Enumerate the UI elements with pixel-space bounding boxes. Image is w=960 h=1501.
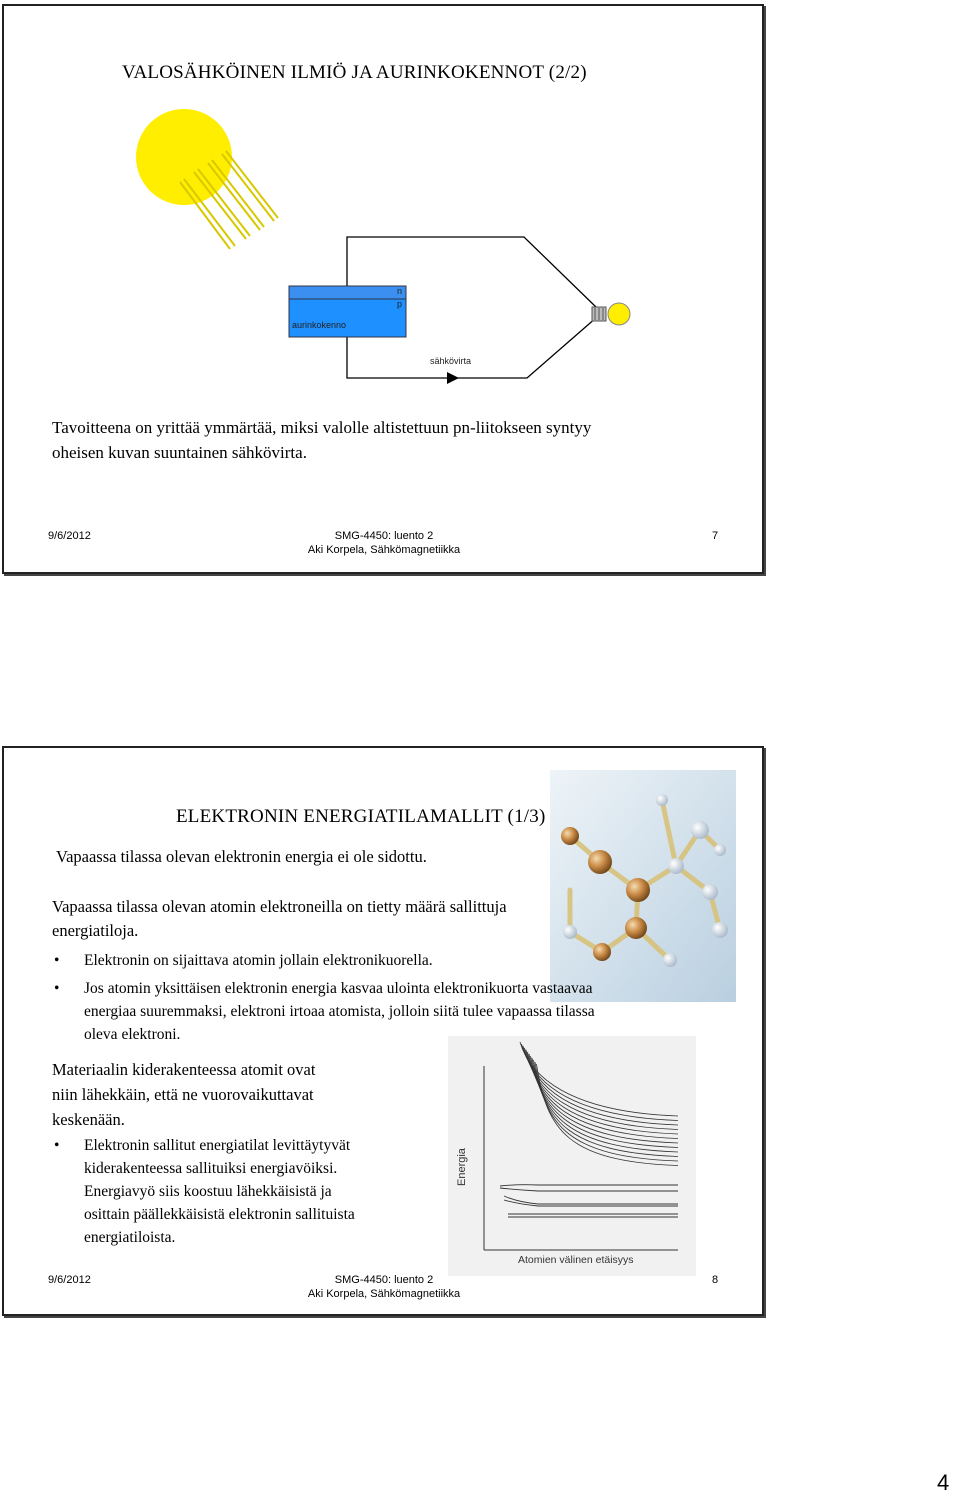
- energy-band-diagram: [448, 1036, 696, 1276]
- footer-slide-number: 8: [712, 1274, 719, 1286]
- crystal-paragraph: Materiaalin kiderakenteessa atomit ovat niin lähekkäin, että ne vuorovaikuttavat keskenään.: [52, 1060, 316, 1129]
- energy-band-figure: [448, 1036, 696, 1276]
- bullet-icon: •: [54, 1137, 60, 1154]
- energy-axis-label: Energia: [456, 1148, 468, 1186]
- body-line-2: oheisen kuvan suuntainen sähkövirta.: [52, 443, 307, 462]
- page-number: 4: [937, 1470, 950, 1495]
- slide-7: [2, 4, 764, 574]
- solar-cell-label: aurinkokenno: [292, 320, 347, 330]
- cell-n-layer: [289, 286, 406, 299]
- molecule-image: [550, 770, 736, 1002]
- cell-p-layer: [289, 299, 406, 337]
- footer-slide-number: 7: [712, 530, 719, 542]
- states-line-1: Vapaassa tilassa olevan atomin elektroneilla on tietty määrä sallittuja: [52, 897, 507, 916]
- current-arrow-icon: [447, 372, 459, 384]
- footer-date: 9/6/2012: [48, 1274, 91, 1286]
- bullet-icon: •: [54, 952, 60, 969]
- footer-date: 9/6/2012: [48, 530, 91, 542]
- slide-title: VALOSÄHKÖINEN ILMIÖ JA AURINKOKENNOT (2/2): [122, 62, 587, 83]
- footer-author: Aki Korpela, Sähkömagnetiikka: [307, 1288, 461, 1300]
- body-line-1: Tavoitteena on yrittää ymmärtää, miksi valolle altistettuun pn-liitokseen syntyy: [52, 418, 592, 437]
- states-line-2: energiatiloja.: [52, 921, 139, 940]
- distance-axis-label: Atomien välinen etäisyys: [518, 1254, 634, 1266]
- p-layer-label: p: [397, 299, 403, 309]
- slide-8: ELEKTRONIN ENERGIATILAMALLIT (1/3) Vapaassa tilassa olevan elektronin energia ei ole sidottu. Vapaassa tilassa olevan atomin elektroneilla on tietty määrä sallittuja energiatiloja. • Elektronin on sijaittava atomin jollain elektronikuorella. • Jos atomin yksittäisen elektronin energia kasvaa ulointa elektronikuorta vastaavaa energiaa suuremmaksi, elektroni irtoaa atomista, jolloin siitä tulee vapaassa tilassa oleva elektroni. Materiaalin kiderakenteessa atomit ovat niin lähekkäin, että ne vuorovaikuttavat keskenään. • Elektronin sallitut energiatilat levittäytyvät kiderakenteessa sallituiksi energiavöiksi. Energiavyö siis koostuu lähekkäisistä ja osittain päällekkäisistä elektronin sallituista energiatiloista. Energia Atomien välinen etäisyys 9/6/2012 SMG-4450: luento 2 Aki Korpela, Sähkömagnetiikka 8: [2, 746, 764, 1316]
- bullet-icon: •: [54, 980, 60, 997]
- solar-cell-diagram: [4, 6, 762, 406]
- footer-course: SMG-4450: luento 2: [334, 1274, 434, 1286]
- footer-course: SMG-4450: luento 2: [334, 530, 434, 542]
- sun-icon: [136, 109, 232, 205]
- slide-title: ELEKTRONIN ENERGIATILAMALLIT (1/3): [176, 806, 546, 827]
- footer-author: Aki Korpela, Sähkömagnetiikka: [307, 544, 461, 556]
- current-label: sähkövirta: [430, 356, 472, 366]
- intro-line: Vapaassa tilassa olevan elektronin energia ei ole sidottu.: [56, 847, 427, 866]
- light-bulb-icon: [608, 303, 630, 325]
- n-layer-label: n: [397, 286, 403, 296]
